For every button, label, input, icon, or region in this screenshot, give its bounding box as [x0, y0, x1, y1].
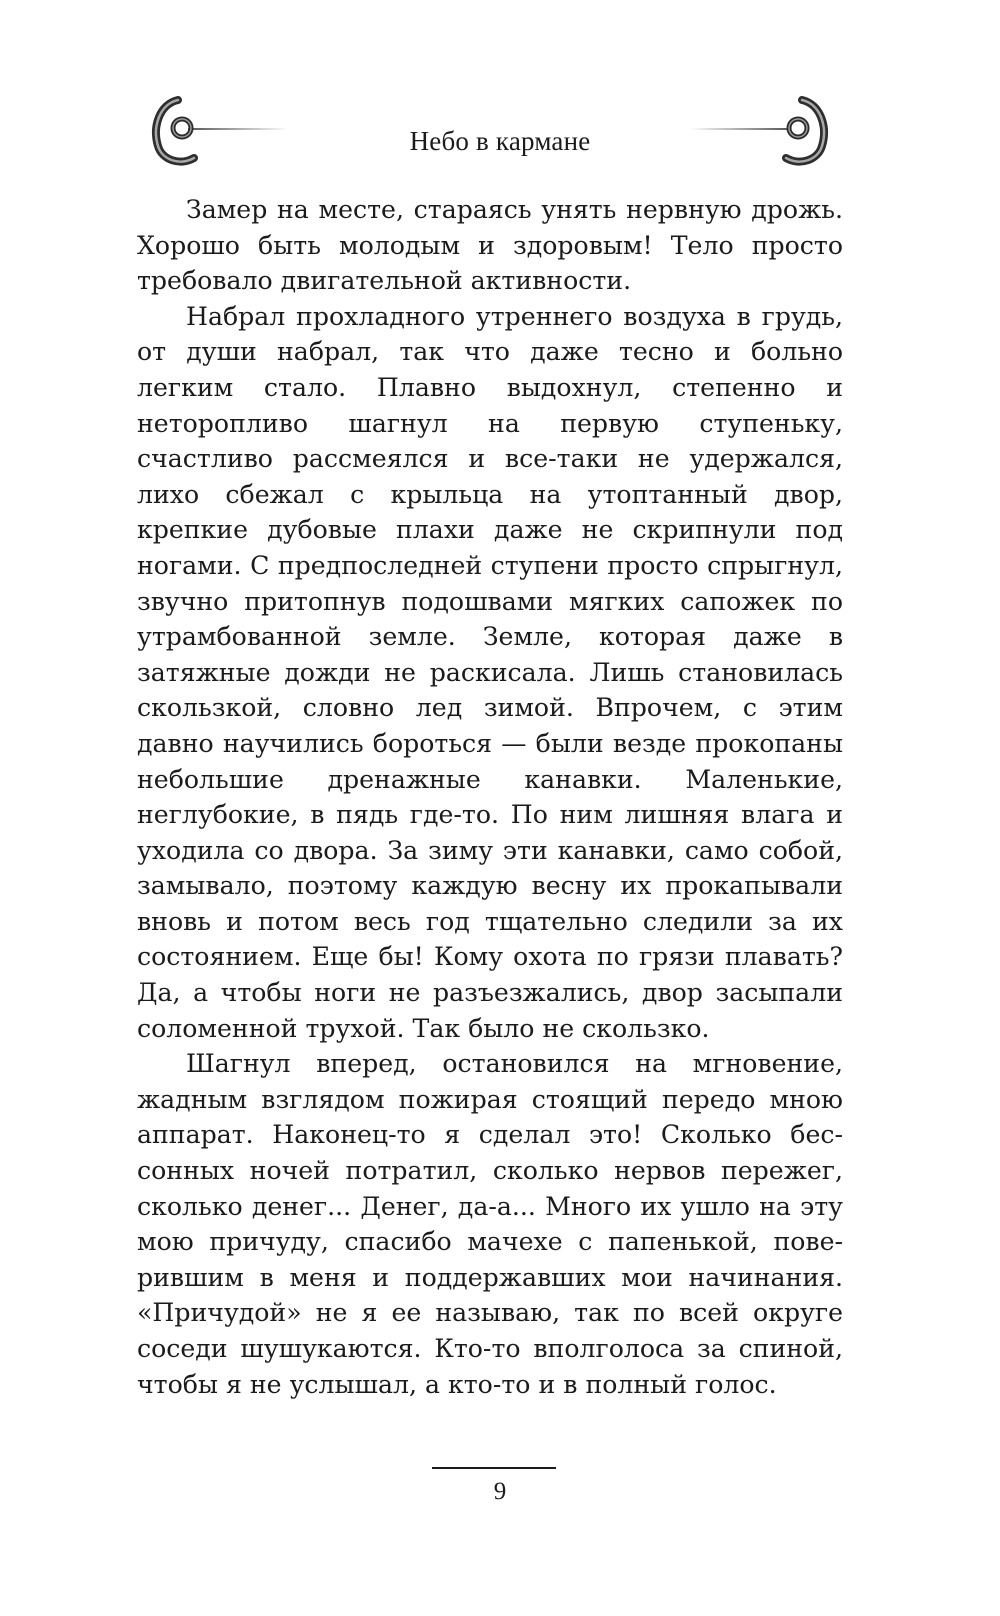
running-head	[0, 90, 1000, 200]
paragraph: Замер на месте, стараясь унять нервную дрожь. Хорошо быть молодым и здоровым! Тело просто требовало двигательной активности.	[137, 195, 843, 296]
footer-rule	[432, 1467, 556, 1469]
paragraph: Набрал прохладного утреннего воздуха в грудь, от души набрал, так что даже тесно и больно легким стало. Плавно выдохнул, степенно и неторопливо шагнул на первую ступеньку, счастливо рассмеялся и все-таки не удержался, лихо сбежал с крыльца на утоптанный двор, крепкие дубовые плахи даже не скрипнули под ногами. С предпоследней ступени просто спрыгнул, звучно притопнув подошвами мягких сапожек по утрамбованной земле. Земле, которая даже в затяжные дожди не раскисала. Лишь становилась скользкой, словно лед зимой. Впрочем, с этим давно научились бороться — были везде прокопаны небольшие дренажные канавки. Маленькие, неглубокие, в пядь где-то. По ним лишняя влага и уходила со двора. За зиму эти канавки, само собой, замывало, поэтому каждую весну их прокапывали вновь и потом весь год тщательно следили за их состоянием. Еще бы! Кому охота по грязи плавать? Да, а чтобы ноги не разъезжались, двор засыпали соломенной трухой. Так было не скользко.	[137, 301, 843, 1043]
paragraph: Шагнул вперед, остановился на мгновение, жадным взглядом пожирая стоящий передо мною аппарат. Наконец-то я сделал это! Сколько бессонных ночей потратил, сколько нервов пережег, сколько денег... Денег, да-а... Много их ушло на эту мою причуду, спасибо мачехе с папенькой, поверившим в меня и поддержавших мои начинания. «Причудой» не я ее называю, так по всей округе соседи шушукаются. Кто-то вполголоса за спиной, чтобы я не услышал, а кто-то и в полный голос.	[137, 1049, 843, 1399]
running-head-title: Небо в кармане	[409, 126, 591, 156]
body-text	[137, 192, 843, 1402]
ring-ornament-icon	[690, 90, 830, 170]
page-number: 9	[493, 1478, 507, 1505]
